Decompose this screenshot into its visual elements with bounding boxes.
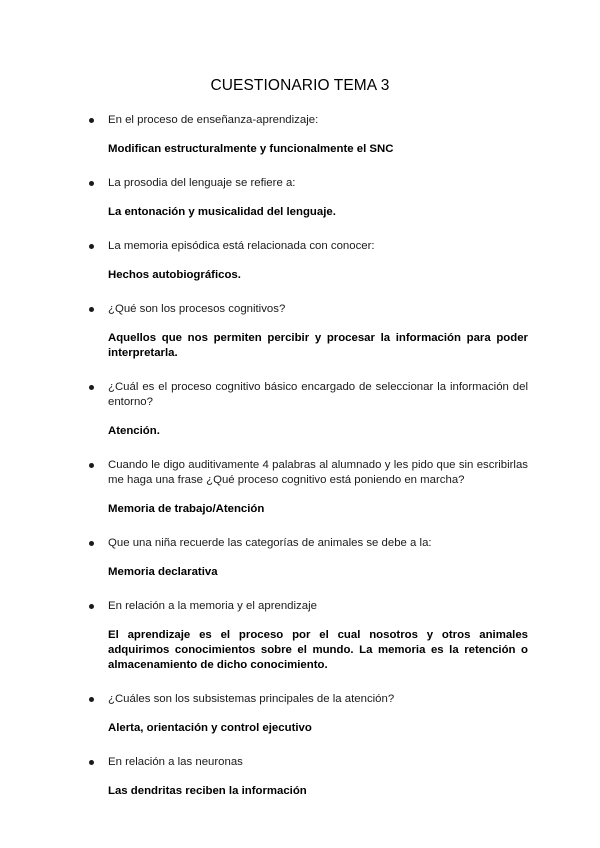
- bullet-icon: [89, 760, 94, 765]
- list-item: [108, 302, 528, 361]
- bullet-icon: [89, 604, 94, 609]
- bullet-icon: [89, 307, 94, 312]
- answer-text: La entonación y musicalidad del lenguaje.: [108, 206, 336, 218]
- list-item: [108, 113, 528, 157]
- question-text: Cuando le digo auditivamente 4 palabras al alumnado y les pido que sin escribirlas me haga una frase ¿Qué proceso cognitivo está poniendo en marcha?: [108, 458, 528, 488]
- question-text: La prosodia del lenguaje se refiere a:: [108, 176, 528, 191]
- bullet-icon: [89, 118, 94, 123]
- answer-text: El aprendizaje es el proceso por el cual nosotros y otros animales adquirimos conocimientos sobre el mundo. La memoria es la retención o almacenamiento de dicho conocimiento.: [108, 629, 528, 671]
- question-text: ¿Cuáles son los subsistemas principales de la atención?: [108, 692, 528, 707]
- question-text: La memoria episódica está relacionada con conocer:: [108, 239, 528, 254]
- question-text: En relación a la memoria y el aprendizaje: [108, 599, 528, 614]
- question-text: Que una niña recuerde las categorías de animales se debe a la:: [108, 536, 528, 551]
- bullet-icon: [89, 697, 94, 702]
- bullet-icon: [89, 181, 94, 186]
- list-item: [108, 380, 528, 439]
- list-item: [108, 458, 528, 517]
- document-title: CUESTIONARIO TEMA 3: [210, 77, 390, 94]
- bullet-icon: [89, 541, 94, 546]
- answer-text: Memoria declarativa: [108, 566, 218, 578]
- answer-text: Atención.: [108, 425, 160, 437]
- question-list: [108, 113, 528, 799]
- bullet-icon: [89, 385, 94, 390]
- answer-text: Modifican estructuralmente y funcionalmente el SNC: [108, 143, 394, 155]
- list-item: [108, 239, 528, 283]
- question-text: ¿Cuál es el proceso cognitivo básico encargado de seleccionar la información del entorno?: [108, 380, 528, 410]
- list-item: [108, 536, 528, 580]
- question-text: En relación a las neuronas: [108, 755, 528, 770]
- answer-text: Memoria de trabajo/Atención: [108, 503, 265, 515]
- list-item: [108, 599, 528, 673]
- question-text: En el proceso de enseñanza-aprendizaje:: [108, 113, 528, 128]
- answer-text: Las dendritas reciben la información: [108, 785, 307, 797]
- answer-text: Aquellos que nos permiten percibir y procesar la información para poder interpretarla.: [108, 332, 528, 359]
- answer-text: Hechos autobiográficos.: [108, 269, 241, 281]
- bullet-icon: [89, 244, 94, 249]
- question-text: ¿Qué son los procesos cognitivos?: [108, 302, 528, 317]
- list-item: [108, 176, 528, 220]
- bullet-icon: [89, 463, 94, 468]
- list-item: [108, 692, 528, 736]
- list-item: [108, 755, 528, 799]
- answer-text: Alerta, orientación y control ejecutivo: [108, 722, 312, 734]
